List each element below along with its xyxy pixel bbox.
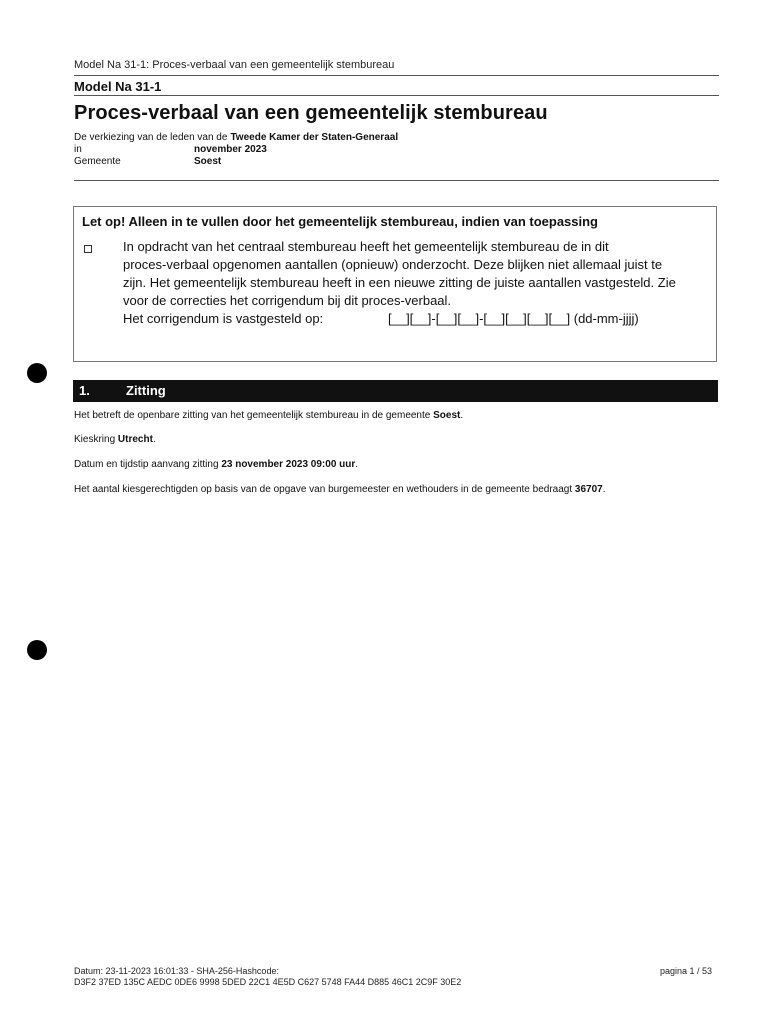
section-number: 1.	[79, 383, 90, 398]
zitting-paragraph	[74, 410, 463, 421]
notice-title: Let op! Alleen in te vullen door het gemeentelijk stembureau, indien van toepassing	[82, 214, 599, 229]
election-prefix: De verkiezing van de leden van de	[74, 132, 228, 143]
voters-count: 36707	[574, 484, 603, 495]
meta-rule	[74, 180, 719, 181]
notice-line: zijn. Het gemeentelijk stembureau heeft in een nieuwe zitting de juiste aantallen vastgesteld. Zie	[123, 275, 676, 290]
footer-date: Datum: 23-11-2023 16:01:33 - SHA-256-Hashcode:	[74, 966, 279, 976]
footer-hashcode: D3F2 37ED 135C AEDC 0DE6 9998 5DED 22C1 4E5D C627 5748 FA44 D885 46C1 2C9F 30E2	[74, 977, 462, 987]
election-row	[74, 132, 398, 144]
para-end: .	[152, 434, 156, 445]
model-id: Model Na 31-1	[74, 79, 162, 94]
para-text: Het aantal kiesgerechtigden op basis van de opgave van burgemeester en wethouders in de gemeente bedraagt	[74, 484, 573, 495]
voters-count-paragraph	[74, 484, 606, 495]
section-title: Zitting	[126, 383, 166, 398]
footer-hash	[74, 966, 461, 988]
gemeente-row	[74, 156, 398, 168]
model-rule	[74, 95, 719, 96]
kieskring-name: Utrecht	[117, 434, 153, 445]
correction-checkbox[interactable]	[84, 245, 92, 253]
notice-box	[73, 206, 717, 362]
para-text: Kieskring	[74, 434, 116, 445]
para-text: Datum en tijdstip aanvang zitting	[74, 459, 219, 470]
start-datetime: 23 november 2023 09:00 uur	[221, 459, 356, 470]
punch-hole-mark	[27, 640, 47, 660]
corrigendum-date-label: Het corrigendum is vastgesteld op:	[123, 311, 324, 326]
notice-line: proces-verbaal opgenomen aantallen (opnieuw) onderzocht. Deze blijken niet allemaal juist te	[123, 257, 663, 272]
start-datetime-paragraph	[74, 459, 358, 470]
para-text: Het betreft de openbare zitting van het gemeentelijk stembureau in de gemeente	[74, 410, 431, 421]
corrigendum-date-field[interactable]: [__][__]-[__][__]-[__][__][__][__] (dd-mm-jjjj)	[388, 311, 639, 326]
section-header-zitting	[73, 380, 718, 402]
header-rule	[74, 75, 719, 76]
page-number: pagina 1 / 53	[659, 966, 712, 976]
gemeente-label: Gemeente	[74, 156, 121, 167]
page-title: Proces-verbaal van een gemeentelijk stembureau	[74, 102, 548, 124]
para-end: .	[460, 410, 464, 421]
corrigendum-date-row	[123, 310, 713, 328]
notice-body	[123, 238, 713, 328]
para-end: .	[602, 484, 606, 495]
election-name: Tweede Kamer der Staten-Generaal	[230, 132, 399, 143]
gemeente-value: Soest	[194, 156, 222, 167]
para-end: .	[355, 459, 359, 470]
kieskring-paragraph	[74, 434, 156, 445]
gemeente-name: Soest	[433, 410, 461, 421]
election-meta	[74, 132, 398, 168]
in-label: in	[74, 144, 82, 155]
punch-hole-mark	[27, 363, 47, 383]
in-row	[74, 144, 398, 156]
notice-line: In opdracht van het centraal stembureau heeft het gemeentelijk stembureau de in dit	[123, 239, 609, 254]
running-header: Model Na 31-1: Proces-verbaal van een gemeentelijk stembureau	[74, 59, 395, 71]
notice-line: voor de correcties het corrigendum bij dit proces-verbaal.	[123, 293, 452, 308]
in-value: november 2023	[194, 144, 267, 155]
